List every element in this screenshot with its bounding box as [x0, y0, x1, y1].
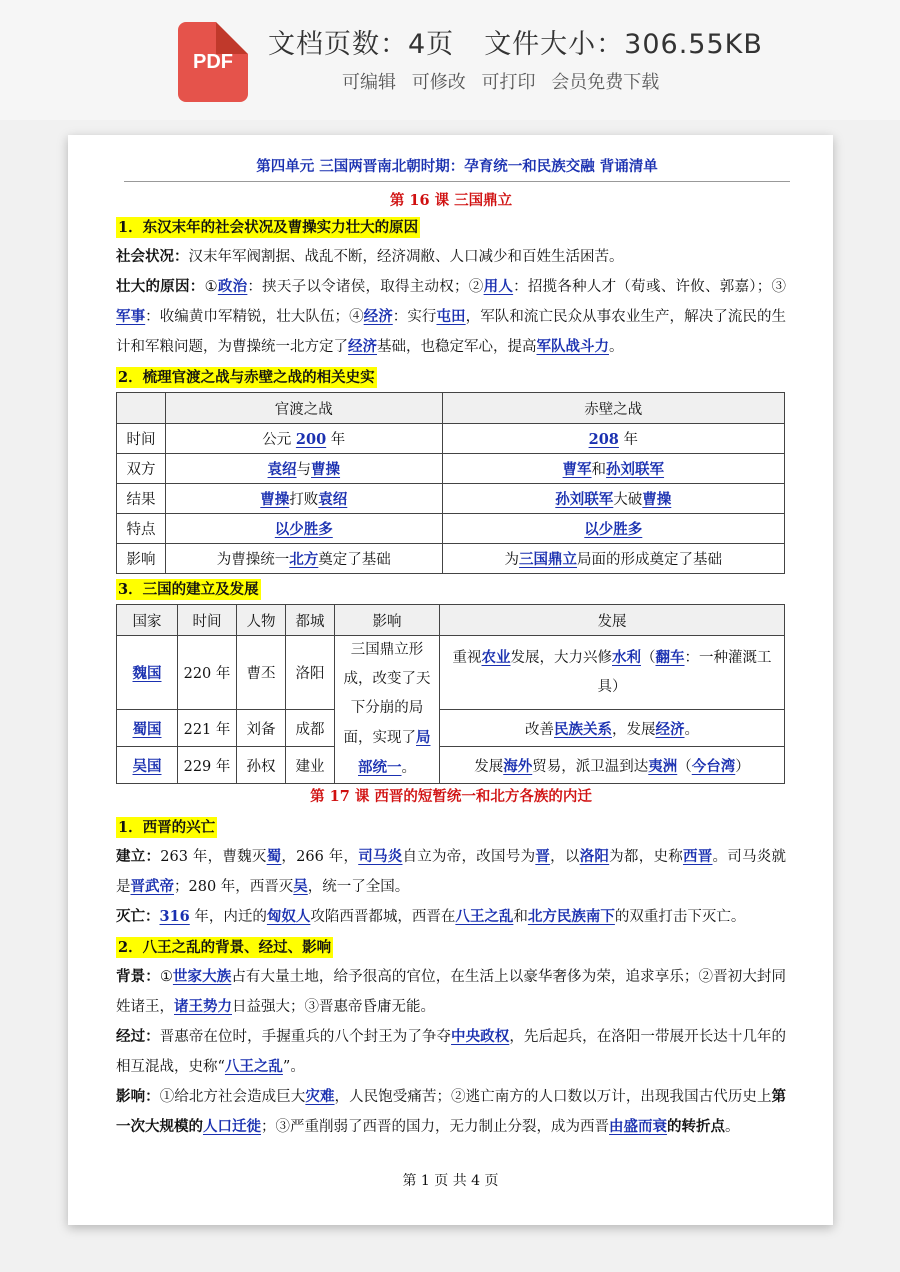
page-footer: 第 1 页 共 4 页 [402, 1173, 499, 1189]
western-jin-fall-paragraph: 灭亡：316 年，内迁的匈奴人攻陷西晋都城，西晋在八王之乱和北方民族南下的双重打击下灭亡。 [116, 908, 746, 925]
file-size: 文件大小：306.55KB [484, 29, 763, 60]
table-row: 吴国 229 年 孙权 建业 发展海外贸易，派卫温到达夷洲（今台湾） [117, 747, 785, 784]
section-heading: 3．三国的建立及发展 [118, 581, 259, 598]
feature-member-download: 会员免费下载 [551, 72, 660, 93]
feature-list [342, 68, 669, 94]
section-heading: 2．八王之乱的背景、经过、影响 [118, 939, 332, 956]
section-heading: 1．西晋的兴亡 [118, 819, 216, 836]
table-row: 结果 曹操打败袁绍 孙刘联军大破曹操 [117, 484, 785, 514]
table-header-cell: 赤壁之战 [442, 393, 784, 424]
pdf-file-icon: PDF [178, 22, 248, 102]
table-row: 魏国 220 年 曹丕 洛阳 三国鼎立形成，改变了天下分崩的局面，实现了局部统一。 重视农业发展，大力兴修水利（翻车：一种灌溉工具） [117, 636, 785, 710]
eight-princes-background-paragraph: 背景：①世家大族占有大量土地，给予很高的官位，在生活上以豪华奢侈为荣，追求享乐；②晋初大封同姓诸王，诸王势力日益强大；③晋惠帝昏庸无能。 [116, 968, 787, 1015]
battle-comparison-table [116, 392, 785, 574]
table-row: 影响 为曹操统一北方奠定了基础 为三国鼎立局面的形成奠定了基础 [117, 544, 785, 574]
lesson-16-title: 第 16 课 三国鼎立 [389, 192, 513, 209]
document-page [68, 135, 833, 1225]
western-jin-founding-paragraph: 建立：263 年，曹魏灭蜀，266 年，司马炎自立为帝，改国号为晋，以洛阳为都，史称西晋。司马炎就是晋武帝；280 年，西晋灭吴，统一了全国。 [116, 848, 787, 895]
page-count: 文档页数：4页 [268, 29, 455, 60]
social-status-paragraph: 社会状况：汉末年军阀割据、战乱不断，经济凋敝、人口减少和百姓生活困苦。 [116, 248, 624, 265]
section-heading: 1．东汉末年的社会状况及曹操实力壮大的原因 [118, 219, 419, 236]
eight-princes-course-paragraph: 经过：晋惠帝在位时，手握重兵的八个封王为了争夺中央政权，先后起兵，在洛阳一带展开长达十几年的相互混战，史称“八王之乱”。 [116, 1028, 787, 1075]
lesson-17-title: 第 17 课 西晋的短暂统一和北方各族的内迁 [310, 788, 592, 805]
cao-cao-reasons-paragraph: 壮大的原因：①政治：挟天子以令诸侯，取得主动权；②用人：招揽各种人才（荀彧、许攸、郭嘉）；③军事：收编黄巾军精锐，壮大队伍；④经济：实行屯田，军队和流亡民众从事农业生产，解决了流民的生计和军粮问题，为曹操统一北方定了经济基础，也稳定军心，提高军队战斗力。 [116, 278, 787, 355]
section-heading: 2．梳理官渡之战与赤壁之战的相关史实 [118, 369, 375, 386]
file-info [268, 22, 793, 61]
feature-printable: 可打印 [481, 72, 536, 93]
table-row: 双方 袁绍与曹操 曹军和孙刘联军 [117, 454, 785, 484]
three-kingdoms-table: 国家 时间 人物 都城 影响 发展 魏国 220 年 曹丕 洛阳 三国鼎立形成，改变了天下分崩的局面，实现了局部统一。 重视农业发展，大力兴修水利（翻车：一种灌溉工具） 蜀国 221 年 刘备 成都 改善民族关系，发展经济。 吴国 229 年 孙权 建业 发展海外贸易，派卫温到达夷洲（今台湾） [116, 604, 785, 784]
table-header-cell: 官渡之战 [166, 393, 443, 424]
feature-modifiable: 可修改 [411, 72, 466, 93]
eight-princes-impact-paragraph: 影响：①给北方社会造成巨大灾难，人民饱受痛苦；②逃亡南方的人口数以万计，出现我国古代历史上第一次大规模的人口迁徙；③严重削弱了西晋的国力，无力制止分裂，成为西晋由盛而衰的转折点。 [116, 1088, 787, 1135]
table-header-cell [117, 393, 166, 424]
table-row: 时间 公元 200 年 208 年 [117, 424, 785, 454]
unit-title: 第四单元 三国两晋南北朝时期：孕育统一和民族交融 背诵清单 [124, 157, 790, 182]
feature-editable: 可编辑 [342, 72, 396, 93]
table-row: 特点 以少胜多 以少胜多 [117, 514, 785, 544]
table-row: 蜀国 221 年 刘备 成都 改善民族关系，发展经济。 [117, 710, 785, 747]
download-header [0, 0, 900, 120]
